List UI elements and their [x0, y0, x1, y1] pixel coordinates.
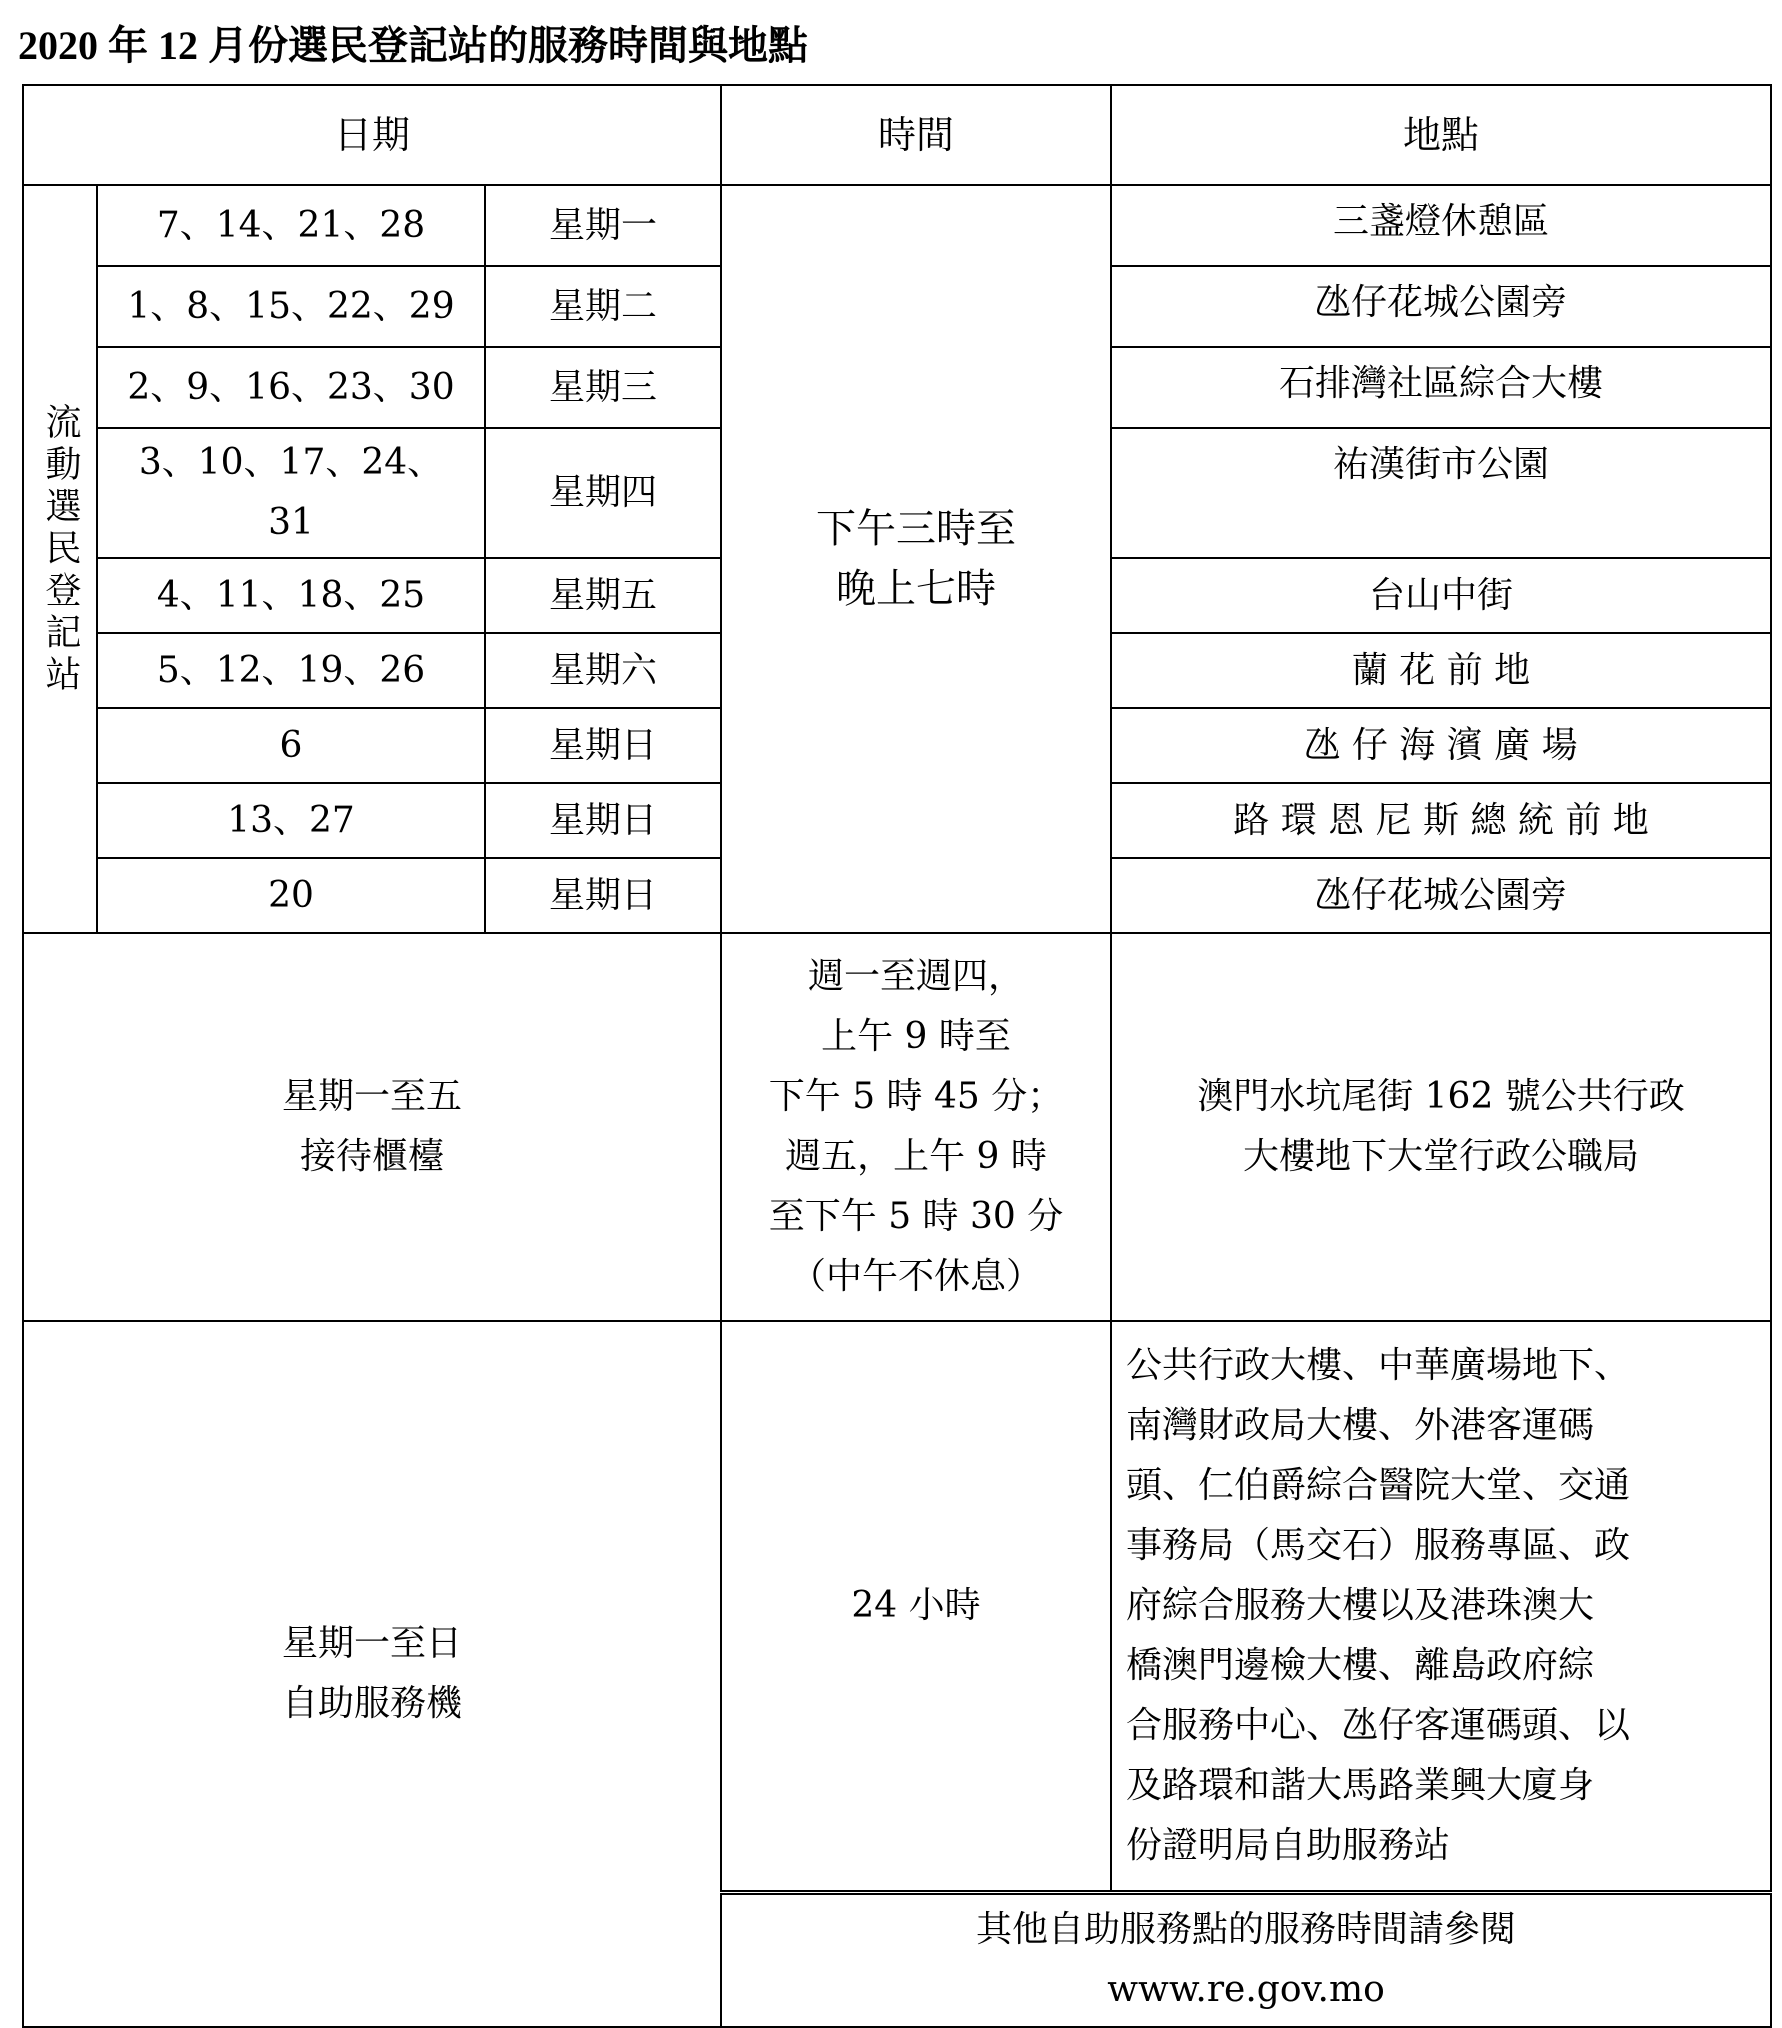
- kiosk-place-line: 合服務中心、氹仔客運碼頭、以: [1126, 1705, 1631, 1746]
- counter-time-line: 至下午 5 時 30 分: [768, 1196, 1064, 1237]
- dates-cell: 20: [97, 858, 485, 933]
- website-link[interactable]: www.re.gov.mo: [1107, 1969, 1385, 2011]
- place-cell: 祐漢街市公園: [1111, 428, 1771, 558]
- place-cell: 台山中街: [1111, 558, 1771, 633]
- counter-label-line: 星期一至五: [282, 1076, 463, 1117]
- table-row: [23, 933, 1771, 1321]
- place-cell: 氹仔花城公園旁: [1111, 266, 1771, 347]
- weekday-cell: 星期一: [485, 185, 721, 266]
- dates-cell: 1、8、15、22、29: [97, 266, 485, 347]
- place-cell: 三盞燈休憩區: [1111, 185, 1771, 266]
- dates-cell: 5、12、19、26: [97, 633, 485, 708]
- place-cell: 石排灣社區綜合大樓: [1111, 347, 1771, 428]
- kiosk-place-line: 頭、仁伯爵綜合醫院大堂、交通: [1126, 1465, 1631, 1506]
- header-row: [23, 85, 1771, 185]
- counter-time-line: （中午不休息）: [790, 1256, 1043, 1297]
- table-row: [23, 185, 1771, 266]
- dates-line: 3、10、17、24、: [138, 442, 444, 483]
- mobile-time-line: 下午三時至: [816, 506, 1017, 552]
- counter-time-line: 上午 9 時至: [821, 1016, 1011, 1057]
- kiosk-label-line: 自助服務機: [282, 1682, 463, 1724]
- weekday-cell: 星期日: [485, 858, 721, 933]
- place-cell: 蘭 花 前 地: [1111, 633, 1771, 708]
- counter-place-line: 澳門水坑尾街 162 號公共行政: [1197, 1076, 1685, 1117]
- counter-place-line: 大樓地下大堂行政公職局: [1243, 1136, 1640, 1177]
- dates-cell: 13、27: [97, 783, 485, 858]
- counter-time-line: 週五，上午 9 時: [785, 1136, 1047, 1177]
- table-row: [23, 1321, 1771, 1893]
- weekday-cell: 星期二: [485, 266, 721, 347]
- mobile-time-line: 晚上七時: [836, 566, 997, 612]
- counter-label-cell: [23, 933, 721, 1321]
- kiosk-place-line: 事務局（馬交石）服務專區、政: [1126, 1525, 1631, 1566]
- kiosk-place-cell: [1111, 1321, 1771, 1893]
- weekday-cell: 星期三: [485, 347, 721, 428]
- kiosk-place-line: 南灣財政局大樓、外港客運碼: [1126, 1405, 1595, 1446]
- header-date: 日期: [23, 85, 721, 185]
- header-place: 地點: [1111, 85, 1771, 185]
- kiosk-label-cell: [23, 1321, 721, 2027]
- kiosk-place-line: 府綜合服務大樓以及港珠澳大: [1126, 1585, 1595, 1626]
- other-points-text: 其他自助服務點的服務時間請參閱: [976, 1909, 1517, 1951]
- mobile-time-cell: [721, 185, 1111, 933]
- kiosk-time-cell: 24 小時: [721, 1321, 1111, 1893]
- place-cell: 路 環 恩 尼 斯 總 統 前 地: [1111, 783, 1771, 858]
- dates-cell: 7、14、21、28: [97, 185, 485, 266]
- counter-time-cell: [721, 933, 1111, 1321]
- counter-place-cell: [1111, 933, 1771, 1321]
- header-time: 時間: [721, 85, 1111, 185]
- dates-cell: [97, 428, 485, 558]
- weekday-cell: 星期四: [485, 428, 721, 558]
- service-table: [22, 84, 1772, 2028]
- kiosk-label-line: 星期一至日: [282, 1622, 463, 1664]
- mobile-station-label: [23, 185, 97, 933]
- page-title: 2020 年 12 月份選民登記站的服務時間與地點: [18, 23, 808, 68]
- mobile-station-label-text: 流動選民登記站: [40, 402, 81, 697]
- dates-cell: 4、11、18、25: [97, 558, 485, 633]
- kiosk-place-line: 公共行政大樓、中華廣場地下、: [1126, 1345, 1631, 1386]
- counter-time-line: 週一至週四，: [808, 956, 1025, 997]
- dates-cell: 2、9、16、23、30: [97, 347, 485, 428]
- weekday-cell: 星期六: [485, 633, 721, 708]
- weekday-cell: 星期日: [485, 783, 721, 858]
- kiosk-place-line: 份證明局自助服務站: [1126, 1825, 1451, 1866]
- place-cell: 氹 仔 海 濱 廣 場: [1111, 708, 1771, 783]
- weekday-cell: 星期五: [485, 558, 721, 633]
- other-points-cell: [721, 1893, 1771, 2027]
- kiosk-place-line: 及路環和諧大馬路業興大廈身: [1126, 1765, 1595, 1806]
- counter-time-line: 下午 5 時 45 分；: [768, 1076, 1064, 1117]
- kiosk-place-line: 橋澳門邊檢大樓、離島政府綜: [1126, 1645, 1595, 1686]
- weekday-cell: 星期日: [485, 708, 721, 783]
- counter-label-line: 接待櫃檯: [300, 1136, 445, 1177]
- dates-cell: 6: [97, 708, 485, 783]
- place-cell: 氹仔花城公園旁: [1111, 858, 1771, 933]
- dates-line: 31: [268, 502, 314, 543]
